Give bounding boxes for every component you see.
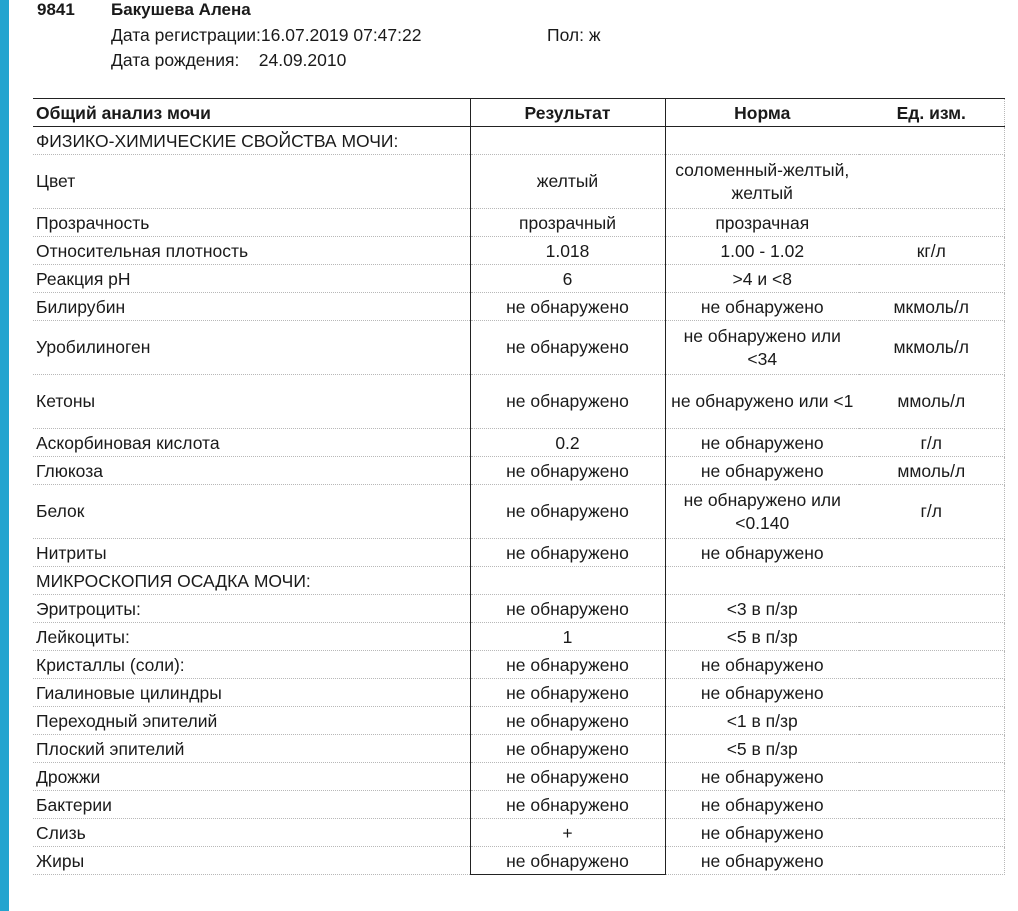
test-name-cell: Эритроциты:	[33, 595, 470, 623]
test-name-cell: Цвет	[33, 155, 470, 209]
norm-cell: не обнаружено	[665, 539, 859, 567]
unit-cell	[859, 265, 1004, 293]
norm-cell: не обнаружено	[665, 763, 859, 791]
test-name-cell: Слизь	[33, 819, 470, 847]
result-cell: не обнаружено	[470, 457, 665, 485]
test-name-cell: Аскорбиновая кислота	[33, 429, 470, 457]
left-accent-bar	[0, 0, 9, 911]
table-row	[33, 485, 1004, 539]
test-name-cell: Белок	[33, 485, 470, 539]
unit-cell	[859, 763, 1004, 791]
norm-cell: <5 в п/зр	[665, 623, 859, 651]
result-cell: не обнаружено	[470, 321, 665, 375]
result-cell: не обнаружено	[470, 375, 665, 429]
test-name-cell: Лейкоциты:	[33, 623, 470, 651]
unit-cell: г/л	[859, 429, 1004, 457]
result-cell: не обнаружено	[470, 735, 665, 763]
unit-cell: мкмоль/л	[859, 321, 1004, 375]
result-cell: не обнаружено	[470, 485, 665, 539]
norm-cell: не обнаружено	[665, 651, 859, 679]
result-cell	[470, 567, 665, 595]
unit-cell: г/л	[859, 485, 1004, 539]
norm-cell: прозрачная	[665, 209, 859, 237]
unit-cell	[859, 791, 1004, 819]
unit-cell	[859, 847, 1004, 875]
result-cell: 0.2	[470, 429, 665, 457]
unit-cell: ммоль/л	[859, 375, 1004, 429]
norm-cell	[665, 567, 859, 595]
column-header-result: Результат	[470, 99, 665, 127]
table-row	[33, 209, 1004, 237]
norm-cell: не обнаружено или <34	[665, 321, 859, 375]
table-row	[33, 293, 1004, 321]
test-name-cell: Относительная плотность	[33, 237, 470, 265]
test-name-cell: Кетоны	[33, 375, 470, 429]
patient-id: 9841	[37, 0, 75, 19]
test-name-cell: Глюкоза	[33, 457, 470, 485]
unit-cell	[859, 623, 1004, 651]
result-cell: желтый	[470, 155, 665, 209]
result-cell: не обнаружено	[470, 763, 665, 791]
unit-cell	[859, 595, 1004, 623]
unit-cell	[859, 155, 1004, 209]
test-name-cell: Гиалиновые цилиндры	[33, 679, 470, 707]
test-name-cell: Прозрачность	[33, 209, 470, 237]
column-header-unit: Ед. изм.	[859, 99, 1004, 127]
table-row	[33, 375, 1004, 429]
table-row	[33, 847, 1004, 875]
result-cell: не обнаружено	[470, 791, 665, 819]
norm-cell: не обнаружено или <0.140	[665, 485, 859, 539]
norm-cell: не обнаружено	[665, 791, 859, 819]
unit-cell	[859, 651, 1004, 679]
result-cell	[470, 127, 665, 155]
unit-cell	[859, 735, 1004, 763]
norm-cell: не обнаружено	[665, 457, 859, 485]
unit-cell	[859, 679, 1004, 707]
birth-date-value: 24.09.2010	[258, 50, 347, 70]
result-cell: не обнаружено	[470, 847, 665, 875]
result-cell: 1.018	[470, 237, 665, 265]
registration-date: Дата регистрации:16.07.2019 07:47:22	[111, 25, 422, 45]
column-header-test: Общий анализ мочи	[33, 99, 470, 127]
section-row	[33, 567, 1004, 595]
table-row	[33, 595, 1004, 623]
table-row	[33, 321, 1004, 375]
table-row	[33, 735, 1004, 763]
table-header-row	[33, 99, 1004, 127]
norm-cell: >4 и <8	[665, 265, 859, 293]
table-row	[33, 429, 1004, 457]
table-row	[33, 651, 1004, 679]
test-name-cell: МИКРОСКОПИЯ ОСАДКА МОЧИ:	[33, 567, 470, 595]
result-cell: +	[470, 819, 665, 847]
result-cell: не обнаружено	[470, 293, 665, 321]
test-name-cell: Уробилиноген	[33, 321, 470, 375]
patient-sex: Пол: ж	[547, 25, 601, 45]
unit-cell: кг/л	[859, 237, 1004, 265]
result-cell: 6	[470, 265, 665, 293]
norm-cell: 1.00 - 1.02	[665, 237, 859, 265]
norm-cell: не обнаружено или <1	[665, 375, 859, 429]
unit-cell	[859, 819, 1004, 847]
norm-cell: не обнаружено	[665, 293, 859, 321]
test-name-cell: Билирубин	[33, 293, 470, 321]
test-name-cell: Нитриты	[33, 539, 470, 567]
unit-cell: ммоль/л	[859, 457, 1004, 485]
result-cell: 1	[470, 623, 665, 651]
section-row	[33, 127, 1004, 155]
test-name-cell: Жиры	[33, 847, 470, 875]
result-cell: не обнаружено	[470, 679, 665, 707]
table-row	[33, 707, 1004, 735]
birth-date-line	[111, 49, 346, 71]
test-name-cell: Реакция pH	[33, 265, 470, 293]
test-name-cell: Плоский эпителий	[33, 735, 470, 763]
norm-cell: не обнаружено	[665, 429, 859, 457]
column-header-norm: Норма	[665, 99, 859, 127]
test-name-cell: Переходный эпителий	[33, 707, 470, 735]
unit-cell	[859, 127, 1004, 155]
table-row	[33, 539, 1004, 567]
test-name-cell: ФИЗИКО-ХИМИЧЕСКИЕ СВОЙСТВА МОЧИ:	[33, 127, 470, 155]
table-row	[33, 237, 1004, 265]
unit-cell	[859, 209, 1004, 237]
norm-cell: не обнаружено	[665, 847, 859, 875]
norm-cell: не обнаружено	[665, 819, 859, 847]
result-cell: не обнаружено	[470, 595, 665, 623]
patient-name: Бакушева Алена	[111, 0, 251, 19]
unit-cell: мкмоль/л	[859, 293, 1004, 321]
patient-header	[0, 0, 1018, 90]
norm-cell: <1 в п/зр	[665, 707, 859, 735]
table-row	[33, 679, 1004, 707]
norm-cell: не обнаружено	[665, 679, 859, 707]
birth-date-label: Дата рождения:	[111, 50, 240, 70]
norm-cell: соломенный-желтый, желтый	[665, 155, 859, 209]
table-row	[33, 763, 1004, 791]
result-cell: не обнаружено	[470, 707, 665, 735]
table-row	[33, 457, 1004, 485]
table-row	[33, 265, 1004, 293]
result-cell: не обнаружено	[470, 651, 665, 679]
urine-analysis-table	[33, 98, 1005, 875]
unit-cell	[859, 539, 1004, 567]
table-row	[33, 819, 1004, 847]
unit-cell	[859, 567, 1004, 595]
result-cell: не обнаружено	[470, 539, 665, 567]
norm-cell	[665, 127, 859, 155]
test-name-cell: Дрожжи	[33, 763, 470, 791]
table-row	[33, 791, 1004, 819]
test-name-cell: Бактерии	[33, 791, 470, 819]
result-cell: прозрачный	[470, 209, 665, 237]
unit-cell	[859, 707, 1004, 735]
norm-cell: <3 в п/зр	[665, 595, 859, 623]
table-row	[33, 623, 1004, 651]
norm-cell: <5 в п/зр	[665, 735, 859, 763]
test-name-cell: Кристаллы (соли):	[33, 651, 470, 679]
table-row	[33, 155, 1004, 209]
